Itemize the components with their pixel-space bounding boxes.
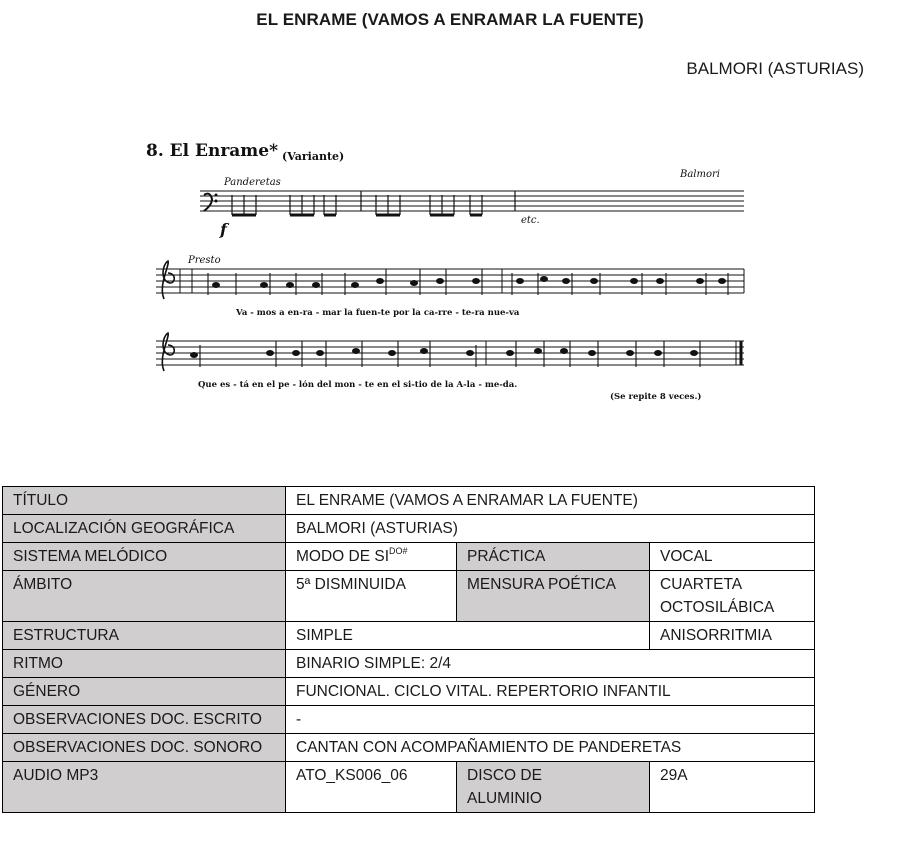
disco-label: [457, 762, 650, 813]
lyrics-line-2: Que es - tá en el pe - lón del mon - te en el si-tio de la A-la - me-da.: [198, 380, 518, 390]
table-row-localizacion: [3, 515, 815, 543]
mensura-label: MENSURA POÉTICA: [457, 571, 650, 622]
info-table: [2, 486, 815, 813]
tempo-mark: Presto: [188, 255, 221, 266]
sistema-cell: [286, 543, 457, 571]
titulo-label: TÍTULO: [3, 487, 286, 515]
instrument-label: Panderetas: [224, 177, 281, 188]
score-subtitle: (Variante): [282, 150, 345, 163]
percussion-staff: [200, 177, 744, 239]
table-row-titulo: [3, 487, 815, 515]
ritmo-value: BINARIO SIMPLE: 2/4: [286, 650, 815, 678]
page-title: EL ENRAME (VAMOS A ENRAMAR LA FUENTE): [256, 10, 644, 29]
ambito-value: 5ª DISMINUIDA: [286, 571, 457, 622]
mensura-cell: [650, 571, 815, 622]
practica-value: VOCAL: [650, 543, 815, 571]
table-row-estructura: [3, 622, 815, 650]
localizacion-label: LOCALIZACIÓN GEOGRÁFICA: [3, 515, 286, 543]
dynamic-mark: f: [220, 220, 227, 239]
estructura-extra: ANISORRITMIA: [650, 622, 815, 650]
table-row-genero: [3, 678, 815, 706]
location-heading: BALMORI (ASTURIAS): [686, 59, 864, 78]
estructura-value: SIMPLE: [286, 622, 650, 650]
table-row-sistema: [3, 543, 815, 571]
disco-value: 29A: [650, 762, 815, 813]
disco-label-line-1: DISCO DE: [467, 767, 542, 784]
vocal-staff-1: [156, 255, 744, 318]
obs-escrito-label: OBSERVACIONES DOC. ESCRITO: [3, 706, 286, 734]
mensura-value-line-2: OCTOSILÁBICA: [660, 599, 775, 616]
table-row-ritmo: [3, 650, 815, 678]
estructura-label: ESTRUCTURA: [3, 622, 286, 650]
disco-label-line-2: ALUMINIO: [467, 790, 542, 807]
table-row-obs-escrito: [3, 706, 815, 734]
sistema-label: SISTEMA MELÓDICO: [3, 543, 286, 571]
score-title: 8. El Enrame*: [146, 141, 278, 161]
sistema-value: MODO DE SI: [296, 548, 390, 565]
localizacion-value: BALMORI (ASTURIAS): [286, 515, 815, 543]
obs-sonoro-label: OBSERVACIONES DOC. SONORO: [3, 734, 286, 762]
titulo-value: EL ENRAME (VAMOS A ENRAMAR LA FUENTE): [286, 487, 815, 515]
obs-escrito-value: -: [286, 706, 815, 734]
sistema-superscript: DO#: [389, 546, 408, 556]
genero-label: GÉNERO: [3, 678, 286, 706]
mensura-value-line-1: CUARTETA: [660, 576, 743, 593]
table-row-obs-sonoro: [3, 734, 815, 762]
practica-label: PRÁCTICA: [457, 543, 650, 571]
vocal-staff-2: [156, 333, 744, 402]
table-row-audio: [3, 762, 815, 813]
ambito-label: ÁMBITO: [3, 571, 286, 622]
music-score-image: [140, 115, 760, 415]
lyrics-line-1: Va - mos a en-ra - mar la fuen-te por la ca-rre - te-ra nue-va: [236, 308, 520, 318]
ritmo-label: RITMO: [3, 650, 286, 678]
music-score-svg: [140, 115, 760, 415]
score-place: Balmori: [680, 169, 720, 180]
audio-value: ATO_KS006_06: [286, 762, 457, 813]
repeat-note: (Se repite 8 veces.): [610, 392, 702, 402]
etc-label: etc.: [521, 215, 540, 226]
audio-label: AUDIO MP3: [3, 762, 286, 813]
obs-sonoro-value: CANTAN CON ACOMPAÑAMIENTO DE PANDERETAS: [286, 734, 815, 762]
genero-value: FUNCIONAL. CICLO VITAL. REPERTORIO INFANTIL: [286, 678, 815, 706]
table-row-ambito: [3, 571, 815, 622]
